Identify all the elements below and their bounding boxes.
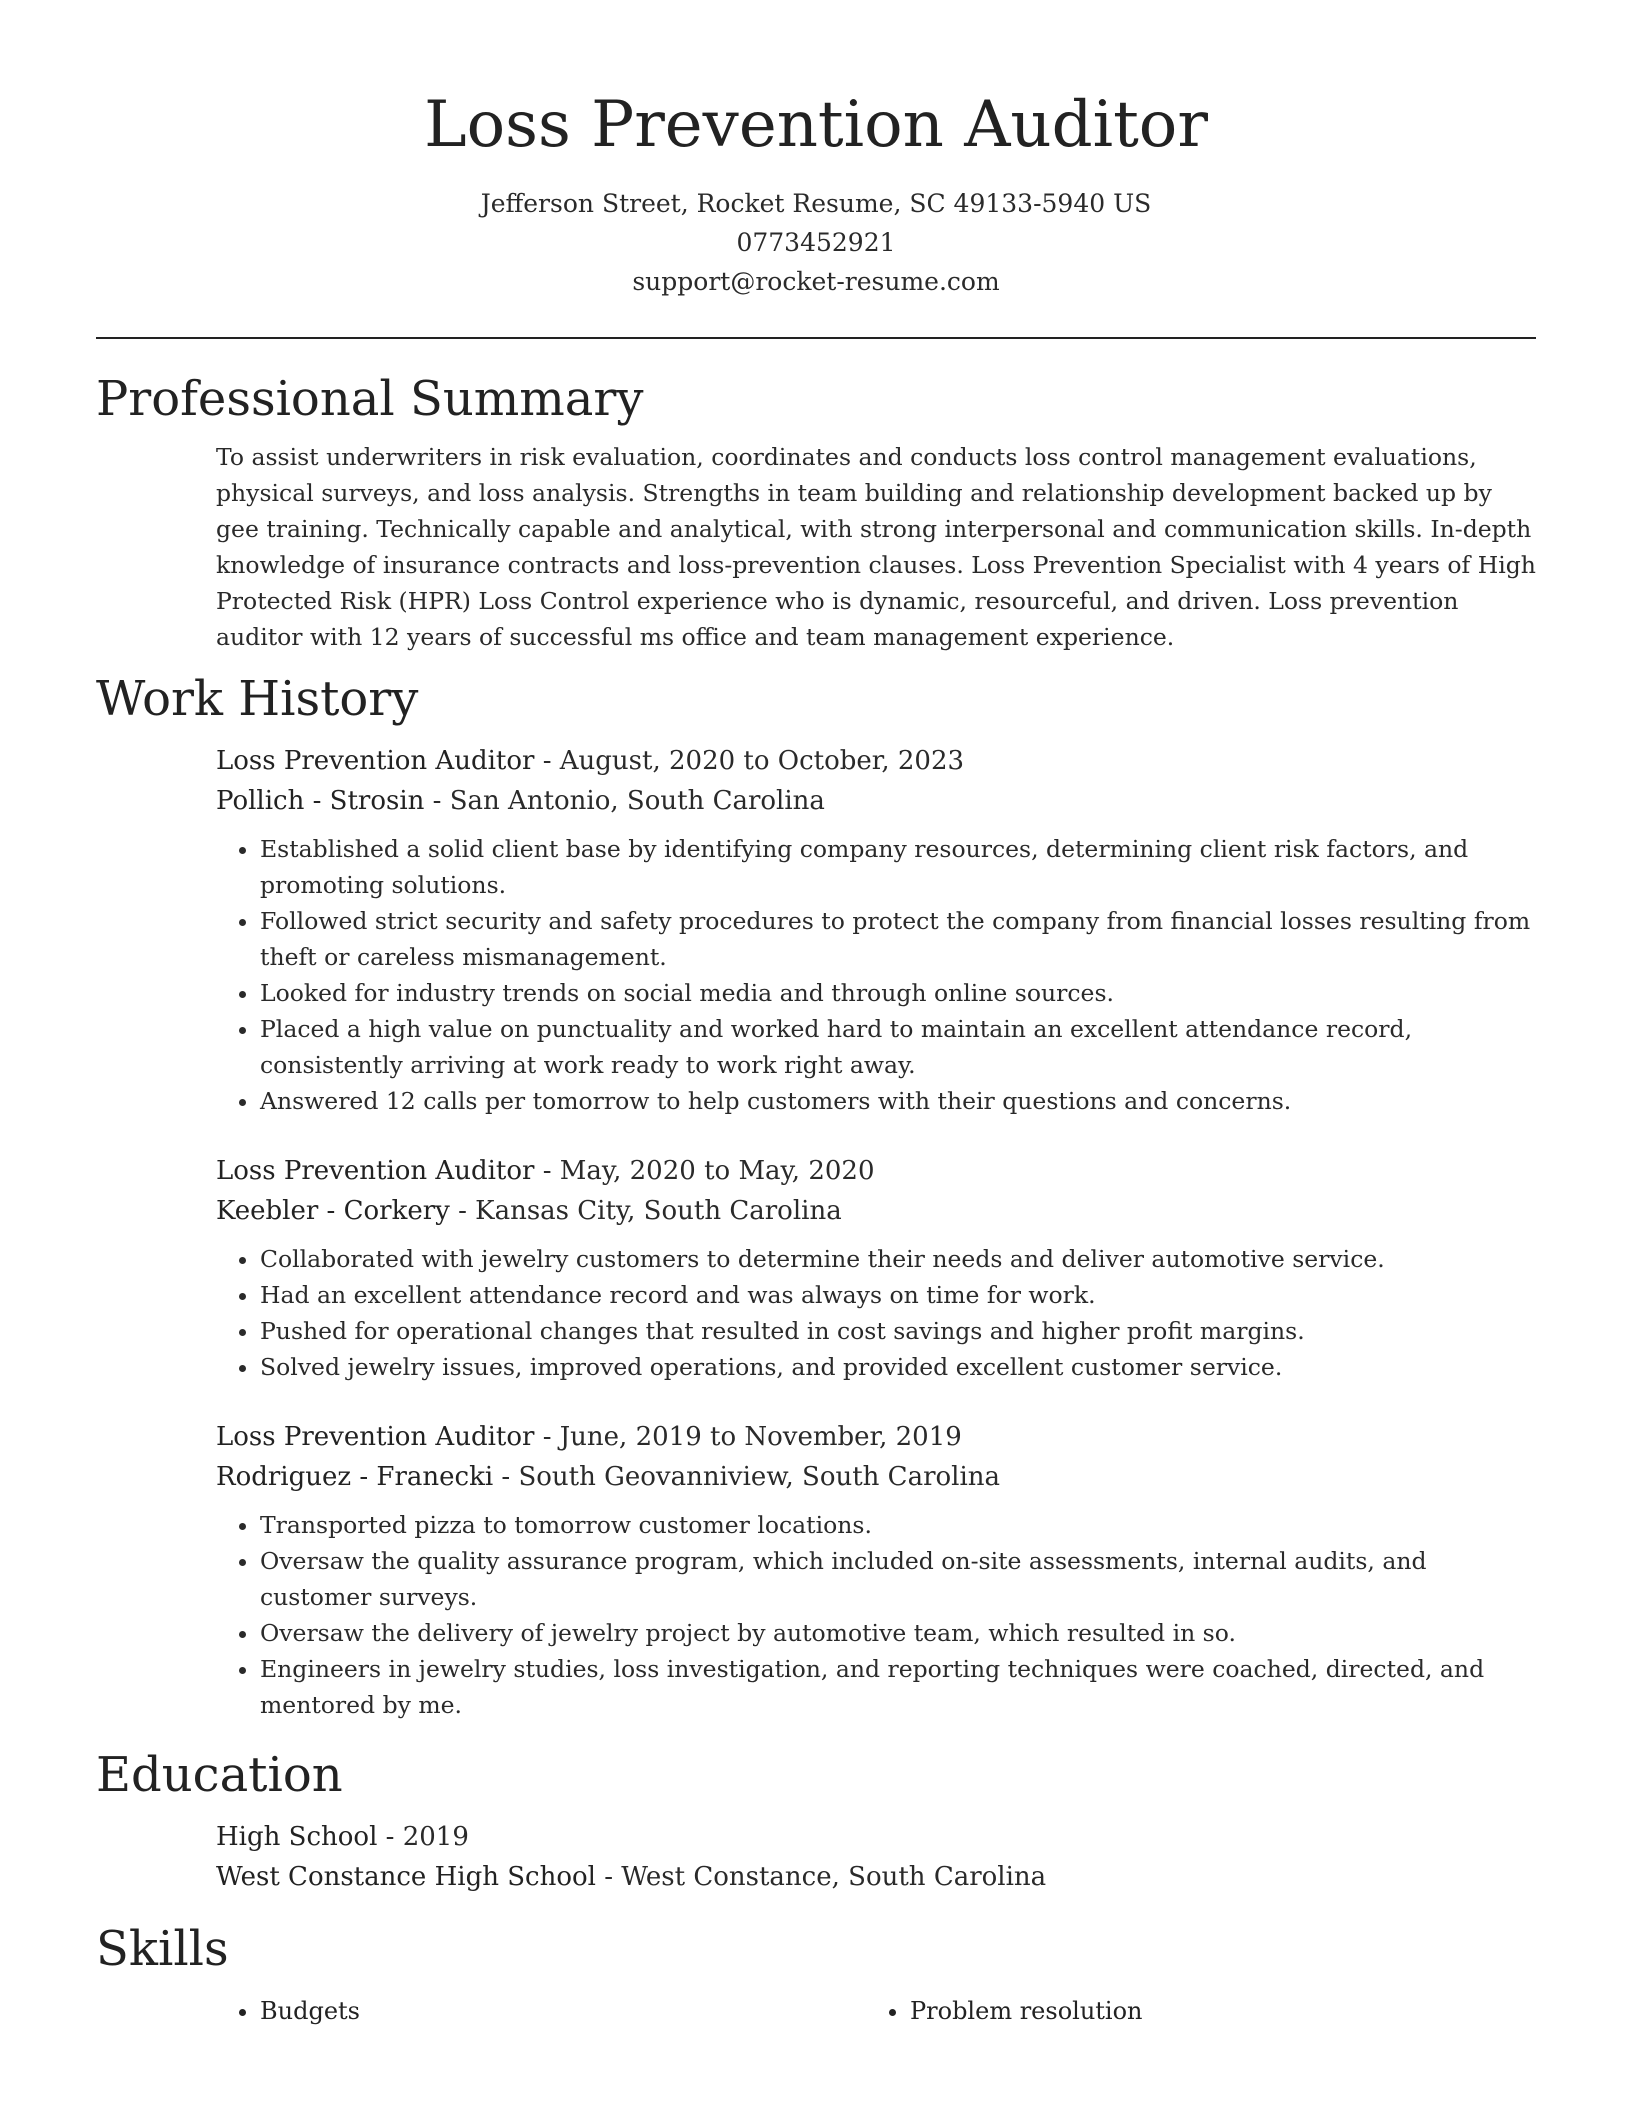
job-location: - Kansas City, South Carolina: [449, 1196, 842, 1226]
skill-item: • Budgets: [260, 1993, 866, 2029]
summary-text: To assist underwriters in risk evaluation, coordinates and conducts loss control management evaluations, physical surveys, and loss analysis. Strengths in team building and relationship development backed up by gee training. Technically capable and analytical, with strong interpersonal and communication skills. In-depth knowledge of insurance contracts and loss-prevention clauses. Loss Prevention Specialist with 4 years of High Protected Risk (HPR) Loss Control experience who is dynamic, resourceful, and driven. Loss prevention auditor with 12 years of successful ms office and team management experience.: [216, 443, 1536, 651]
list-item: • Pushed for operational changes that resulted in cost savings and higher profit margins.: [260, 1313, 1536, 1349]
skill-item: • Problem resolution: [910, 1993, 1516, 2029]
candidate-name: Loss Prevention Auditor: [424, 88, 1208, 162]
job-title-line: [216, 1417, 1536, 1457]
job-entry: [216, 1417, 1536, 1723]
resume-header: [96, 0, 1536, 301]
list-item: • Followed strict security and safety procedures to protect the company from financial losses resulting from theft or careless mismanagement.: [260, 903, 1536, 975]
list-item: • Oversaw the quality assurance program, which included on-site assessments, internal audits, and customer surveys.: [260, 1543, 1536, 1615]
skills-column-right: [866, 1993, 1516, 2029]
summary-section: [96, 369, 1536, 655]
work-history-section: [96, 669, 1536, 1723]
job-dates: - June, 2019 to November, 2019: [534, 1422, 962, 1452]
list-item: • Had an excellent attendance record and was always on time for work.: [260, 1277, 1536, 1313]
job-company: Keebler - Corkery: [216, 1196, 450, 1226]
list-item: • Collaborated with jewelry customers to determine their needs and deliver automotive service.: [260, 1241, 1536, 1277]
list-item: • Placed a high value on punctuality and worked hard to maintain an excellent attendance record, consistently arriving at work ready to work right away.: [260, 1011, 1536, 1083]
job-role: Loss Prevention Auditor: [216, 746, 535, 776]
education-heading: Education: [96, 1747, 343, 1803]
email: support@rocket-resume.com: [632, 267, 1000, 296]
graduation-year: - 2019: [377, 1822, 469, 1852]
address: Jefferson Street, Rocket Resume, SC 49133-5940 US: [480, 189, 1152, 218]
job-title-line: [216, 1151, 1536, 1191]
job-role: Loss Prevention Auditor: [216, 1156, 535, 1186]
job-bullets: [216, 831, 1536, 1119]
job-company-line: [216, 1457, 1536, 1497]
list-item: • Engineers in jewelry studies, loss investigation, and reporting techniques were coached, directed, and mentored by me.: [260, 1651, 1536, 1723]
job-entry: [216, 1151, 1536, 1385]
skills-column-left: [216, 1993, 866, 2029]
job-location: - South Geovanniview, South Carolina: [493, 1462, 1001, 1492]
skills-grid: [216, 1993, 1536, 2029]
job-company: Rodriguez - Franecki: [216, 1462, 494, 1492]
job-company: Pollich - Strosin: [216, 786, 425, 816]
job-company-line: [216, 1191, 1536, 1231]
resume-page: [96, 0, 1536, 2029]
list-item: • Answered 12 calls per tomorrow to help customers with their questions and concerns.: [260, 1083, 1536, 1119]
school-location: - West Constance, South Carolina: [595, 1862, 1047, 1892]
job-location: - San Antonio, South Carolina: [424, 786, 825, 816]
education-entry: [216, 1817, 1536, 1897]
list-item: • Oversaw the delivery of jewelry project by automotive team, which resulted in so.: [260, 1615, 1536, 1651]
education-section: [96, 1745, 1536, 1897]
list-item: • Solved jewelry issues, improved operations, and provided excellent customer service.: [260, 1349, 1536, 1385]
degree-line: [216, 1817, 1536, 1857]
skills-section: [96, 1919, 1536, 2029]
job-bullets: [216, 1507, 1536, 1723]
degree: High School: [216, 1822, 378, 1852]
list-item: • Looked for industry trends on social media and through online sources.: [260, 975, 1536, 1011]
job-entry: [216, 741, 1536, 1119]
job-bullets: [216, 1241, 1536, 1385]
job-dates: - August, 2020 to October, 2023: [534, 746, 965, 776]
skills-heading: Skills: [96, 1921, 229, 1977]
list-item: • Transported pizza to tomorrow customer locations.: [260, 1507, 1536, 1543]
list-item: • Established a solid client base by identifying company resources, determining client risk factors, and promoting solutions.: [260, 831, 1536, 903]
header-divider: [96, 337, 1536, 339]
contact-info: [96, 184, 1536, 301]
job-company-line: [216, 781, 1536, 821]
school-name: West Constance High School: [216, 1862, 596, 1892]
job-role: Loss Prevention Auditor: [216, 1422, 535, 1452]
job-title-line: [216, 741, 1536, 781]
job-dates: - May, 2020 to May, 2020: [534, 1156, 875, 1186]
phone: 0773452921: [736, 228, 896, 257]
work-history-heading: Work History: [96, 671, 419, 727]
summary-heading: Professional Summary: [96, 371, 644, 427]
school-line: [216, 1857, 1536, 1897]
